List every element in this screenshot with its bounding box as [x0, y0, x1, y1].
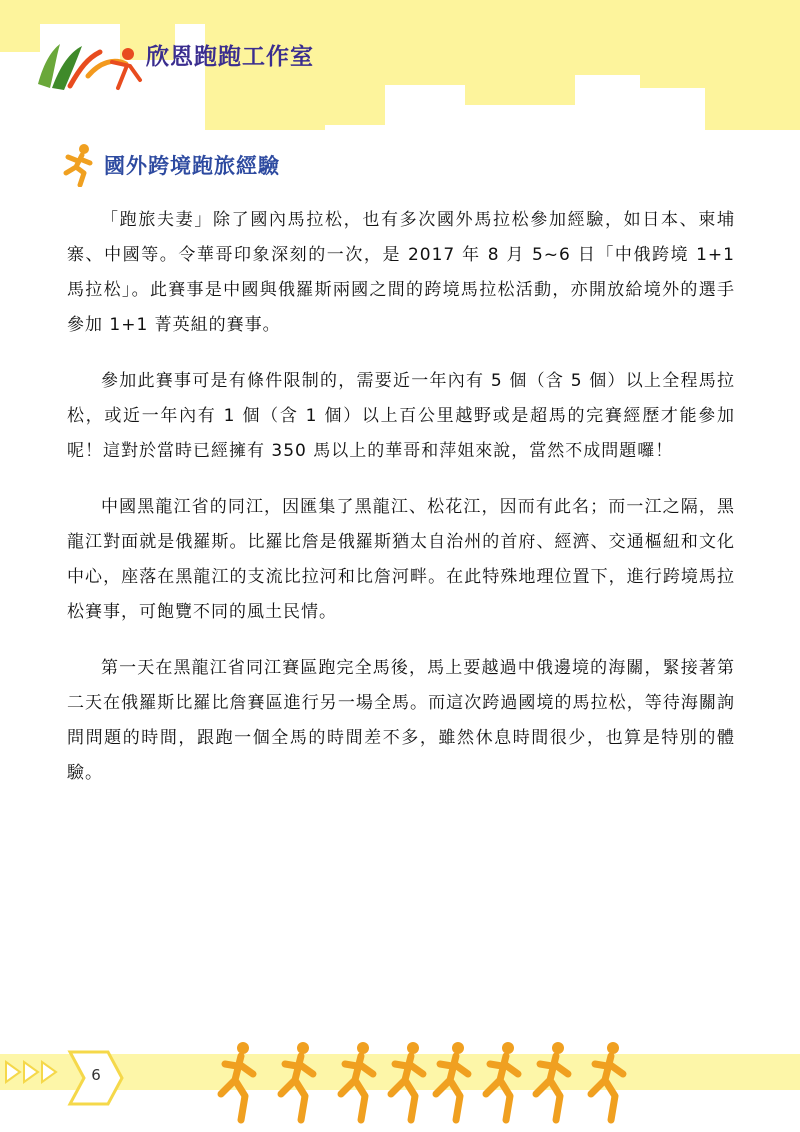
paragraph: 第一天在黑龍江省同江賽區跑完全馬後，馬上要越過中俄邊境的海關，緊接著第二天在俄羅斯比羅比詹賽區進行另一場全馬。而這次跨過國境的馬拉松，等待海關詢問問題的時間，跟跑一個全馬的時間差不多，雖然休息時間很少，也算是特別的體驗。: [67, 658, 735, 783]
paragraph: 參加此賽事可是有條件限制的，需要近一年內有 5 個（含 5 個）以上全程馬拉松，或近一年內有 1 個（含 1 個）以上百公里越野或是超馬的完賽經歷才能參加呢！這對於當時已經擁有 350 馬以上的華哥和萍姐來說，當然不成問題囉！: [67, 371, 735, 461]
runner-icon: [58, 143, 98, 187]
paragraph: 「跑旅夫妻」除了國內馬拉松，也有多次國外馬拉松參加經驗，如日本、柬埔寨、中國等。令華哥印象深刻的一次，是 2017 年 8 月 5~6 日「中俄跨境 1+1 馬拉松」。此賽事是中國與俄羅斯兩國之間的跨境馬拉松活動，亦開放給境外的選手參加 1+1 菁英組的賽事。: [67, 210, 735, 335]
paragraph: 中國黑龍江省的同江，因匯集了黑龍江、松花江，因而有此名；而一江之隔，黑龍江對面就是俄羅斯。比羅比詹是俄羅斯猶太自治州的首府、經濟、交通樞紐和文化中心，座落在黑龍江的支流比拉河和比詹河畔。在此特殊地理位置下，進行跨境馬拉松賽事，可飽覽不同的風土民情。: [67, 497, 735, 622]
footer-band: [0, 1040, 800, 1132]
brand-name: 欣恩跑跑工作室: [146, 44, 314, 70]
logo-mark: [30, 32, 160, 96]
article-body: [67, 203, 735, 812]
page-number: 6: [91, 1066, 101, 1084]
section-heading: [58, 143, 280, 187]
section-title: 國外跨境跑旅經驗: [104, 154, 280, 178]
